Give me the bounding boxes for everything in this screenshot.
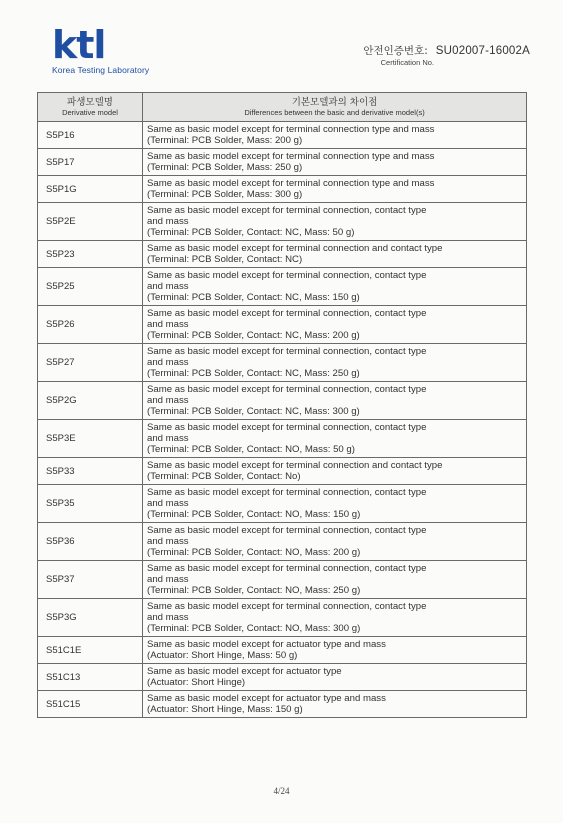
difference-line: and mass	[147, 395, 189, 406]
difference-line: and mass	[147, 536, 189, 547]
difference-cell	[143, 637, 527, 664]
model-cell: S51C15	[38, 691, 143, 718]
table-row	[38, 485, 527, 523]
difference-line: (Actuator: Short Hinge, Mass: 50 g)	[147, 650, 298, 661]
col1-header-en: Derivative model	[62, 108, 118, 117]
difference-line: Same as basic model except for terminal connection, contact type	[147, 384, 427, 395]
difference-cell	[143, 382, 527, 420]
difference-line: and mass	[147, 612, 189, 623]
difference-cell	[143, 561, 527, 599]
difference-line: Same as basic model except for terminal connection type and mass	[147, 151, 435, 162]
difference-line: Same as basic model except for terminal connection, contact type	[147, 487, 427, 498]
table-row	[38, 382, 527, 420]
difference-line: (Terminal: PCB Solder, Contact: NO, Mass: 50 g)	[147, 444, 355, 455]
difference-line: and mass	[147, 319, 189, 330]
difference-line: (Terminal: PCB Solder, Contact: NC, Mass: 50 g)	[147, 227, 355, 238]
difference-cell	[143, 523, 527, 561]
difference-line: and mass	[147, 574, 189, 585]
difference-cell	[143, 691, 527, 718]
difference-line: Same as basic model except for terminal connection, contact type	[147, 601, 427, 612]
difference-line: (Actuator: Short Hinge)	[147, 677, 246, 688]
difference-line: (Terminal: PCB Solder, Contact: No)	[147, 471, 301, 482]
difference-line: Same as basic model except for actuator type and mass	[147, 639, 386, 650]
logo-subtitle: Korea Testing Laboratory	[52, 65, 150, 75]
model-cell: S5P3G	[38, 599, 143, 637]
difference-cell	[143, 149, 527, 176]
model-cell: S5P2G	[38, 382, 143, 420]
col1-header-ko: 파생모델명	[67, 97, 113, 108]
column-header-model	[38, 93, 143, 122]
certification-number-block	[363, 43, 530, 67]
model-cell: S5P27	[38, 344, 143, 382]
model-cell: S5P36	[38, 523, 143, 561]
model-cell: S5P1G	[38, 176, 143, 203]
difference-line: (Terminal: PCB Solder, Contact: NC, Mass: 150 g)	[147, 292, 360, 303]
table-row	[38, 637, 527, 664]
model-cell: S5P25	[38, 268, 143, 306]
table-row	[38, 344, 527, 382]
difference-line: and mass	[147, 498, 189, 509]
col2-header-en: Differences between the basic and derivative model(s)	[244, 108, 425, 117]
difference-line: (Terminal: PCB Solder, Contact: NC, Mass: 250 g)	[147, 368, 360, 379]
table-row	[38, 420, 527, 458]
difference-line: Same as basic model except for terminal connection and contact type	[147, 460, 443, 471]
difference-cell	[143, 176, 527, 203]
difference-cell	[143, 664, 527, 691]
col2-header-ko: 기본모델과의 차이점	[291, 97, 378, 108]
difference-line: Same as basic model except for terminal connection, contact type	[147, 205, 427, 216]
difference-line: Same as basic model except for terminal connection type and mass	[147, 178, 435, 189]
difference-line: Same as basic model except for terminal connection, contact type	[147, 308, 427, 319]
difference-line: (Terminal: PCB Solder, Mass: 300 g)	[147, 189, 303, 200]
table-row	[38, 561, 527, 599]
difference-cell	[143, 203, 527, 241]
model-cell: S51C13	[38, 664, 143, 691]
difference-cell	[143, 241, 527, 268]
difference-line: Same as basic model except for terminal connection and contact type	[147, 243, 443, 254]
difference-line: and mass	[147, 216, 189, 227]
model-cell: S5P2E	[38, 203, 143, 241]
difference-line: (Terminal: PCB Solder, Mass: 200 g)	[147, 135, 303, 146]
table-row	[38, 599, 527, 637]
table-row	[38, 306, 527, 344]
difference-line: (Terminal: PCB Solder, Contact: NC, Mass: 300 g)	[147, 406, 360, 417]
column-header-differences	[143, 93, 527, 122]
table-row	[38, 122, 527, 149]
table-row	[38, 149, 527, 176]
difference-line: (Terminal: PCB Solder, Contact: NO, Mass: 250 g)	[147, 585, 361, 596]
table-row	[38, 523, 527, 561]
difference-line: (Terminal: PCB Solder, Mass: 250 g)	[147, 162, 303, 173]
difference-cell	[143, 122, 527, 149]
difference-line: (Terminal: PCB Solder, Contact: NC, Mass: 200 g)	[147, 330, 360, 341]
difference-line: (Actuator: Short Hinge, Mass: 150 g)	[147, 704, 303, 715]
difference-line: Same as basic model except for actuator type and mass	[147, 693, 386, 704]
model-cell: S5P35	[38, 485, 143, 523]
difference-line: and mass	[147, 433, 189, 444]
difference-cell	[143, 268, 527, 306]
table-row	[38, 203, 527, 241]
table-row	[38, 241, 527, 268]
difference-line: (Terminal: PCB Solder, Contact: NC)	[147, 254, 303, 265]
difference-line: Same as basic model except for actuator type	[147, 666, 342, 677]
derivative-model-table	[37, 92, 527, 718]
model-cell: S5P16	[38, 122, 143, 149]
page-number: 4/24	[273, 786, 290, 796]
difference-line: (Terminal: PCB Solder, Contact: NO, Mass: 300 g)	[147, 623, 361, 634]
difference-line: Same as basic model except for terminal connection, contact type	[147, 525, 427, 536]
table-row	[38, 691, 527, 718]
logo-text: ktl	[52, 23, 106, 67]
table-row	[38, 268, 527, 306]
model-cell: S51C1E	[38, 637, 143, 664]
model-cell: S5P26	[38, 306, 143, 344]
table-row	[38, 664, 527, 691]
table-row	[38, 458, 527, 485]
difference-line: (Terminal: PCB Solder, Contact: NO, Mass: 150 g)	[147, 509, 361, 520]
difference-line: (Terminal: PCB Solder, Contact: NO, Mass: 200 g)	[147, 547, 361, 558]
ktl-logo	[52, 23, 150, 75]
model-cell: S5P23	[38, 241, 143, 268]
difference-line: and mass	[147, 281, 189, 292]
table-header-row	[38, 93, 527, 122]
document-header	[0, 0, 563, 90]
cert-label-ko: 안전인증번호:	[363, 45, 428, 57]
cert-number: SU02007-16002A	[435, 45, 530, 57]
difference-cell	[143, 599, 527, 637]
difference-line: Same as basic model except for terminal connection, contact type	[147, 270, 427, 281]
model-cell: S5P17	[38, 149, 143, 176]
model-cell: S5P37	[38, 561, 143, 599]
difference-line: Same as basic model except for terminal connection type and mass	[147, 124, 435, 135]
difference-cell	[143, 420, 527, 458]
cert-label-en: Certification No.	[380, 58, 434, 67]
difference-cell	[143, 306, 527, 344]
difference-line: Same as basic model except for terminal connection, contact type	[147, 563, 427, 574]
difference-cell	[143, 344, 527, 382]
model-cell: S5P33	[38, 458, 143, 485]
table-row	[38, 176, 527, 203]
difference-line: and mass	[147, 357, 189, 368]
model-cell: S5P3E	[38, 420, 143, 458]
difference-cell	[143, 485, 527, 523]
logo-mark	[52, 23, 149, 67]
difference-line: Same as basic model except for terminal connection, contact type	[147, 346, 427, 357]
difference-line: Same as basic model except for terminal connection, contact type	[147, 422, 427, 433]
difference-cell	[143, 458, 527, 485]
table-body	[38, 122, 527, 718]
